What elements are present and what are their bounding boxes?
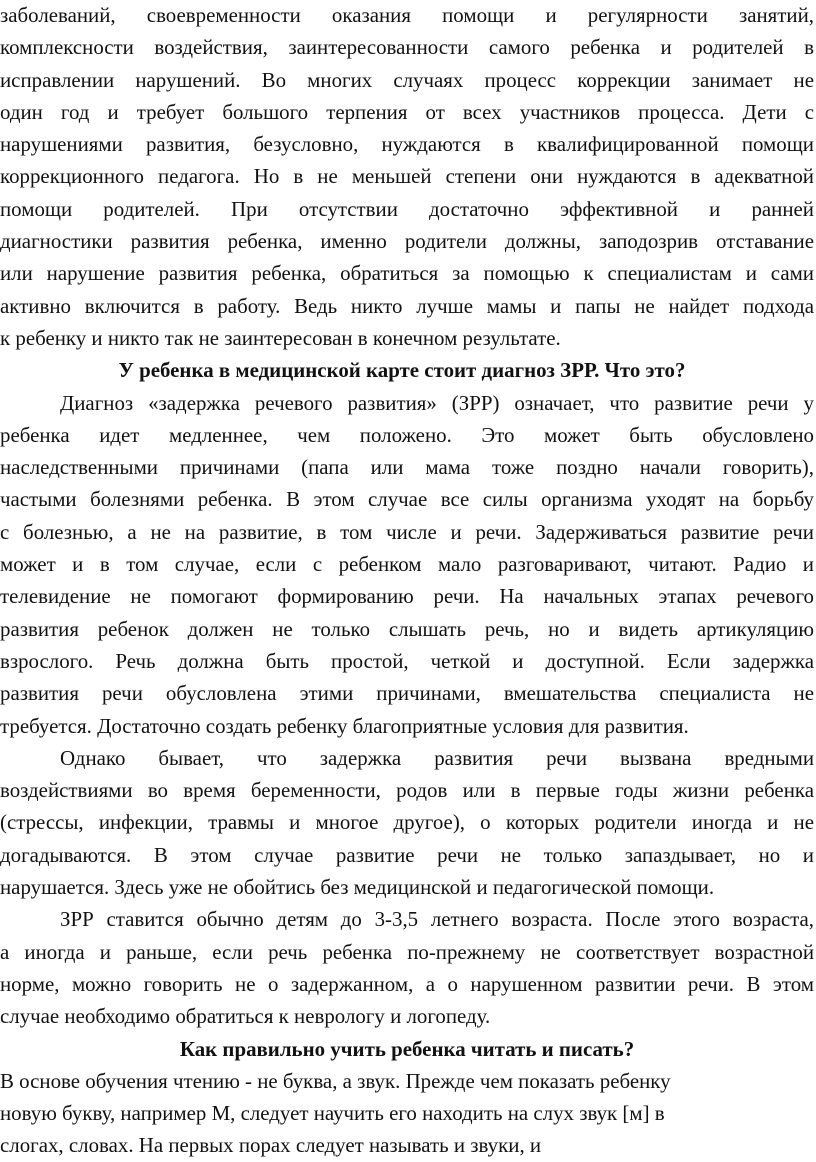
paragraph-line: исправлении нарушений. Во многих случаях процесс коррекции занимает не [0,67,814,92]
paragraph-line: к ребенку и никто так не заинтересован в конечном результате. [0,325,561,350]
paragraph-line: один год и требует большого терпения от всех участников процесса. Дети с [0,99,814,124]
paragraph-line: наследственными причинами (папа или мама тоже поздно начали говорить), [0,455,814,480]
paragraph-line: требуется. Достаточно создать ребенку благоприятные условия для развития. [0,713,689,738]
paragraph-line: слогах, словах. На первых порах следует называть и звуки, и [0,1133,542,1158]
paragraph-line: догадываются. В этом случае развитие речи не только запаздывает, но и [0,842,814,867]
paragraph-line: Диагноз «задержка речевого развития» (ЗРР) означает, что развитие речи у [60,390,814,415]
paragraph-line: Однако бывает, что задержка развития речи вызвана вредными [60,745,814,770]
section-heading-reading: Как правильно учить ребенка читать и писать? [179,1036,635,1061]
paragraph-line: или нарушение развития ребенка, обратиться за помощью к специалистам и сами [0,261,814,286]
paragraph-line: комплексности воздействия, заинтересованности самого ребенка и родителей в [0,35,814,60]
paragraph-line: заболеваний, своевременности оказания помощи и регулярности занятий, [0,3,814,27]
paragraph-intro [0,0,814,354]
paragraph-line: с болезнью, а не на развитие, в том числе и речи. Задерживаться развитие речи [0,519,814,544]
paragraph-line: нарушениями развития, безусловно, нуждаются в квалифицированной помощи [0,132,814,157]
paragraph-line: новую букву, например М, следует научить его находить на слух звук [м] в [0,1101,665,1126]
paragraph-line: В основе обучения чтению - не буква, а звук. Прежде чем показать ребенку [0,1068,671,1093]
paragraph-line: может и в том случае, если с ребенком мало разговаривают, читают. Радио и [0,552,814,577]
paragraph-reading-basics [0,1065,814,1162]
paragraph-line: коррекционного педагога. Но в не меньшей степени они нуждаются в адекватной [0,164,814,189]
paragraph-line: а иногда и раньше, если речь ребенка по-прежнему не соответствует возрастной [0,939,814,964]
paragraph-line: ЗРР ставится обычно детям до 3-3,5 летнего возраста. После этого возраста, [60,907,814,932]
paragraph-harmful-influences [0,742,814,903]
paragraph-line: развития речи обусловлена этими причинами, вмешательства специалиста не [0,681,814,706]
paragraph-line: нарушается. Здесь уже не обойтись без медицинской и педагогической помощи. [0,875,715,900]
paragraph-line: ребенка идет медленнее, чем положено. Это может быть обусловлено [0,422,814,447]
paragraph-line: развития ребенок должен не только слышать речь, но и видеть артикуляцию [0,616,814,641]
paragraph-age-note [0,903,814,1032]
paragraph-line: (стрессы, инфекции, травмы и многое другое), о которых родители иногда и не [0,810,814,835]
paragraph-zrr-definition [0,387,814,742]
paragraph-line: телевидение не помогают формированию речи. На начальных этапах речевого [0,584,814,609]
section-heading-zrr: У ребенка в медицинской карте стоит диагноз ЗРР. Что это? [118,358,686,383]
paragraph-line: взрослого. Речь должна быть простой, четкой и доступной. Если задержка [0,648,814,673]
paragraph-line: активно включится в работу. Ведь никто лучше мамы и папы не найдет подхода [0,293,814,318]
paragraph-line: воздействиями во время беременности, родов или в первые годы жизни ребенка [0,778,814,803]
paragraph-line: частыми болезнями ребенка. В этом случае все силы организма уходят на борьбу [0,487,814,512]
paragraph-line: диагностики развития ребенка, именно родители должны, заподозрив отставание [0,229,814,254]
paragraph-line: помощи родителей. При отсутствии достаточно эффективной и ранней [0,196,814,221]
paragraph-line: случае необходимо обратиться к неврологу и логопеду. [0,1004,491,1029]
paragraph-line: норме, можно говорить не о задержанном, а о нарушенном развитии речи. В этом [0,971,814,996]
